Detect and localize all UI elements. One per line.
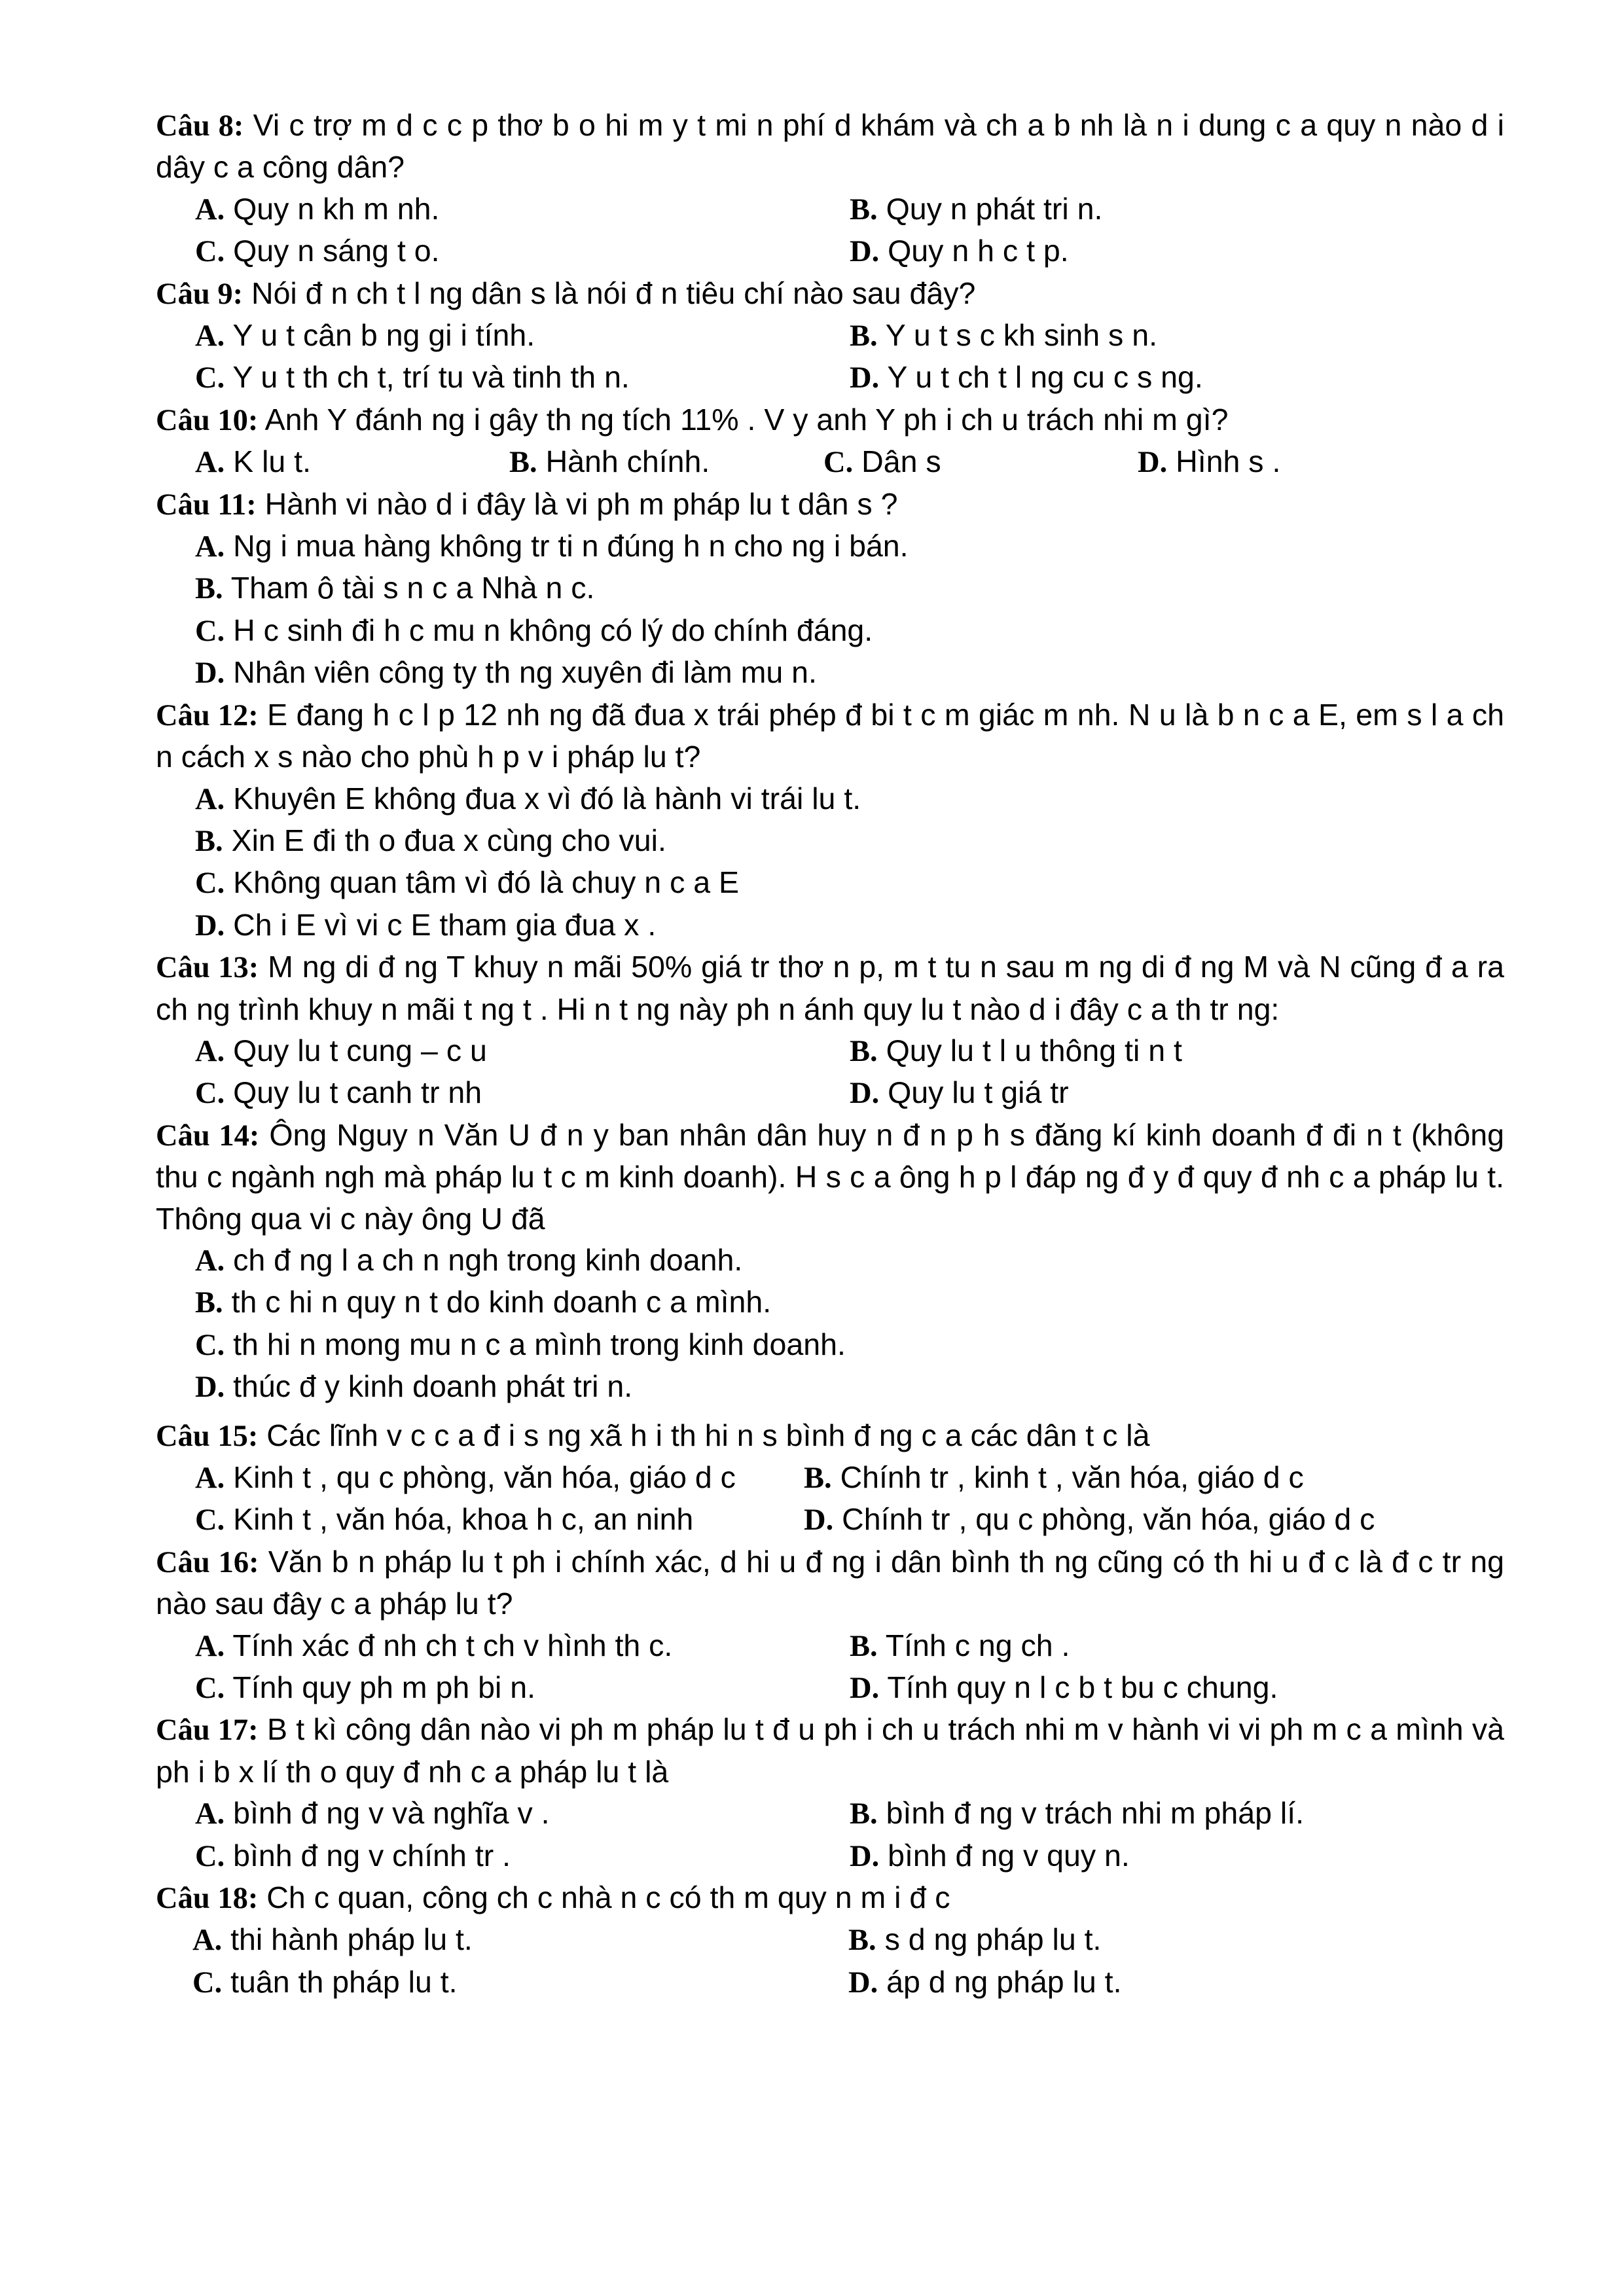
answer-c[interactable] <box>195 1072 850 1114</box>
answer-letter: D. <box>195 1371 225 1405</box>
answer-letter: C. <box>195 1503 225 1537</box>
answer-b[interactable] <box>804 1457 1504 1499</box>
answer-text: Hình s . <box>1176 444 1281 479</box>
answer-text: ch đ ng l a ch n ngh trong kinh doanh. <box>233 1242 743 1277</box>
answer-d[interactable] <box>195 652 1504 694</box>
answer-letter: C. <box>195 1077 225 1111</box>
answer-letter: D. <box>850 235 880 269</box>
question-stem: E đang h c l p 12 nh ng đã đua x trái phép đ bi t c m giác m nh. N u là b n c a E, em s l a ch n cách x s nào cho phù h p v i pháp lu t? <box>156 697 1504 774</box>
answer-a[interactable] <box>195 1030 850 1072</box>
answer-letter: B. <box>195 824 223 858</box>
answer-letter: C. <box>192 1965 223 2000</box>
answer-text: Quy lu t cung – c u <box>233 1033 487 1067</box>
question-number: Câu 10: <box>156 403 259 437</box>
answer-letter: B. <box>850 192 878 226</box>
answer-text: Quy n phát tri n. <box>886 191 1103 226</box>
answer-grid <box>156 441 1504 483</box>
answer-letter: A. <box>192 1924 223 1958</box>
answer-letter: A. <box>195 1462 225 1495</box>
answer-text: Kinh t , văn hóa, khoa h c, an ninh <box>233 1502 694 1537</box>
question-9 <box>156 273 1504 399</box>
question-number: Câu 17: <box>156 1713 259 1748</box>
question-stem-line <box>156 1115 1504 1240</box>
answer-letter: D. <box>850 1839 880 1873</box>
answer-text: thúc đ y kinh doanh phát tri n. <box>233 1369 633 1404</box>
answer-d[interactable] <box>804 1499 1504 1541</box>
answer-letter: D. <box>850 1672 880 1706</box>
answer-text: tuân th pháp lu t. <box>230 1964 458 1999</box>
answer-letter: A. <box>195 192 225 226</box>
answer-grid <box>156 526 1504 694</box>
answer-letter: D. <box>195 656 225 691</box>
answer-b[interactable] <box>195 1282 1504 1323</box>
question-stem-line <box>156 105 1504 188</box>
answer-text: bình đ ng v quy n. <box>888 1838 1130 1873</box>
answer-grid <box>156 778 1504 947</box>
answer-letter: B. <box>509 446 537 480</box>
question-17 <box>156 1709 1504 1877</box>
answer-text: Quy n sáng t o. <box>233 234 440 268</box>
answer-b[interactable] <box>850 315 1504 357</box>
answer-text: Chính tr , qu c phòng, văn hóa, giáo d c <box>842 1502 1375 1537</box>
answer-letter: B. <box>195 572 223 606</box>
answer-grid <box>156 1240 1504 1408</box>
answer-b[interactable] <box>848 1919 1504 1961</box>
answer-a[interactable] <box>195 1625 850 1667</box>
answer-letter: B. <box>848 1924 876 1958</box>
answer-c[interactable] <box>192 1962 848 2003</box>
answer-text: H c sinh đi h c mu n không có lý do chính đáng. <box>233 613 873 647</box>
question-stem: Các lĩnh v c c a đ i s ng xã h i th hi n s bình đ ng c a các dân t c là <box>266 1418 1150 1452</box>
answer-letter: A. <box>195 1629 225 1663</box>
question-10 <box>156 399 1504 484</box>
answer-a[interactable] <box>195 315 850 357</box>
answer-letter: D. <box>1138 446 1168 480</box>
answer-c[interactable] <box>823 441 1138 483</box>
answer-d[interactable] <box>850 357 1504 399</box>
question-stem-line <box>156 1877 1504 1919</box>
answer-d[interactable] <box>1138 441 1504 483</box>
answer-letter: C. <box>195 361 225 395</box>
question-stem-line <box>156 1709 1504 1793</box>
answer-letter: A. <box>195 530 225 564</box>
question-stem: Anh Y đánh ng i gây th ng tích 11% . V y anh Y ph i ch u trách nhi m gì? <box>264 402 1229 437</box>
answer-b[interactable] <box>850 1030 1504 1072</box>
answer-grid <box>156 188 1504 273</box>
answer-b[interactable] <box>195 567 1504 609</box>
question-15 <box>156 1415 1504 1541</box>
question-stem: Ch c quan, công ch c nhà n c có th m quy n m i đ c <box>266 1880 950 1915</box>
answer-letter: B. <box>850 1629 878 1663</box>
answer-c[interactable] <box>195 1499 804 1541</box>
answer-text: Tính xác đ nh ch t ch v hình th c. <box>232 1628 673 1662</box>
question-number: Câu 15: <box>156 1419 259 1453</box>
answer-letter: C. <box>195 1839 225 1873</box>
answer-letter: D. <box>195 908 225 942</box>
answer-text: Tính c ng ch . <box>885 1628 1070 1662</box>
question-number: Câu 16: <box>156 1545 259 1579</box>
answer-c[interactable] <box>195 862 1504 904</box>
question-number: Câu 9: <box>156 277 244 311</box>
answer-letter: C. <box>195 614 225 648</box>
question-stem: Văn b n pháp lu t ph i chính xác, d hi u đ ng i dân bình th ng cũng có th hi u đ c là đ c tr ng nào sau đây c a pháp lu t? <box>156 1544 1504 1621</box>
question-12 <box>156 694 1504 946</box>
question-number: Câu 14: <box>156 1119 260 1153</box>
answer-text: áp d ng pháp lu t. <box>886 1964 1122 1999</box>
answer-text: Y u t cân b ng gi i tính. <box>232 318 535 353</box>
answer-text: Ng i mua hàng không tr ti n đúng h n cho ng i bán. <box>233 529 909 564</box>
answer-text: Dân s <box>861 444 941 479</box>
question-stem: Nói đ n ch t l ng dân s là nói đ n tiêu chí nào sau đây? <box>251 276 976 310</box>
answer-d[interactable] <box>195 905 1504 946</box>
question-8 <box>156 105 1504 273</box>
answer-letter: A. <box>195 1244 225 1278</box>
answer-c[interactable] <box>195 357 850 399</box>
question-stem-line <box>156 946 1504 1030</box>
answer-text: Hành chính. <box>545 444 710 479</box>
exam-page <box>156 105 1504 2003</box>
answer-text: bình đ ng v trách nhi m pháp lí. <box>886 1796 1305 1831</box>
answer-d[interactable] <box>850 1072 1504 1114</box>
answer-b[interactable] <box>850 1625 1504 1667</box>
question-stem: B t kì công dân nào vi ph m pháp lu t đ u ph i ch u trách nhi m v hành vi vi ph m c a mình và ph i b x lí th o quy đ nh c a pháp lu t là <box>156 1712 1504 1789</box>
answer-text: Xin E đi th o đua x cùng cho vui. <box>231 823 666 857</box>
answer-d[interactable] <box>850 230 1504 272</box>
answer-a[interactable] <box>195 526 1504 567</box>
answer-letter: D. <box>804 1503 834 1537</box>
answer-letter: A. <box>195 1034 225 1068</box>
answer-text: Ch i E vì vi c E tham gia đua x . <box>233 907 657 942</box>
question-stem: Vi c trợ m d c c p thơ b o hi m y t mi n phí d khám và ch a b nh là n i dung c a quy n nào d i dây c a công dân? <box>156 108 1504 185</box>
question-13 <box>156 946 1504 1115</box>
answer-text: s d ng pháp lu t. <box>884 1922 1102 1957</box>
answer-grid <box>156 1030 1504 1115</box>
answer-letter: C. <box>195 1672 225 1706</box>
answer-letter: A. <box>195 446 225 480</box>
answer-text: th hi n mong mu n c a mình trong kinh doanh. <box>233 1327 846 1361</box>
answer-text: Y u t th ch t, trí tu và tinh th n. <box>232 360 630 395</box>
answer-d[interactable] <box>850 1667 1504 1709</box>
answer-letter: C. <box>823 446 854 480</box>
answer-grid <box>156 1625 1504 1710</box>
answer-text: Khuyên E không đua x vì đó là hành vi trái lu t. <box>233 781 861 816</box>
answer-letter: C. <box>195 1328 225 1362</box>
answer-text: Nhân viên công ty th ng xuyên đi làm mu n. <box>233 655 817 690</box>
answer-d[interactable] <box>195 1366 1504 1408</box>
answer-text: bình đ ng v và nghĩa v . <box>233 1796 550 1831</box>
answer-b[interactable] <box>509 441 823 483</box>
question-number: Câu 8: <box>156 109 244 143</box>
answer-text: Quy lu t giá tr <box>888 1075 1069 1110</box>
answer-a[interactable] <box>195 188 850 230</box>
answer-grid <box>156 315 1504 399</box>
question-stem-line <box>156 484 1504 526</box>
answer-c[interactable] <box>195 230 850 272</box>
answer-text: Tính quy n l c b t bu c chung. <box>887 1670 1278 1705</box>
answer-letter: B. <box>850 1034 878 1068</box>
answer-letter: D. <box>850 361 880 395</box>
answer-a[interactable] <box>195 1457 804 1499</box>
answer-grid <box>156 1919 1504 2003</box>
answer-a[interactable] <box>195 778 1504 820</box>
answer-text: Quy lu t l u thông ti n t <box>886 1033 1182 1067</box>
question-16 <box>156 1541 1504 1710</box>
answer-letter: B. <box>804 1462 832 1495</box>
answer-text: Quy lu t canh tr nh <box>233 1075 482 1110</box>
answer-a[interactable] <box>195 441 509 483</box>
answer-letter: C. <box>195 235 225 269</box>
question-stem-line <box>156 694 1504 778</box>
question-14 <box>156 1115 1504 1408</box>
answer-text: K lu t. <box>233 444 312 479</box>
question-stem: M ng di đ ng T khuy n mãi 50% giá tr thơ n p, m t tu n sau m ng di đ ng M và N cũng đ a ra ch ng trình khuy n mãi t ng t . Hi n t ng này ph n ánh quy lu t nào d i đây c a th tr ng: <box>156 950 1504 1026</box>
answer-c[interactable] <box>195 1667 850 1709</box>
answer-letter: B. <box>195 1286 223 1320</box>
answer-c[interactable] <box>195 1835 850 1877</box>
question-stem-line <box>156 1415 1504 1457</box>
answer-text: thi hành pháp lu t. <box>230 1922 473 1957</box>
answer-d[interactable] <box>848 1962 1504 2003</box>
answer-text: Quy n h c t p. <box>888 234 1069 268</box>
answer-text: th c hi n quy n t do kinh doanh c a mình. <box>231 1285 772 1319</box>
answer-letter: A. <box>195 1797 225 1831</box>
answer-text: Chính tr , kinh t , văn hóa, giáo d c <box>840 1460 1304 1494</box>
question-stem: Hành vi nào d i đây là vi ph m pháp lu t dân s ? <box>264 486 898 521</box>
answer-letter: C. <box>195 867 225 901</box>
question-18 <box>156 1877 1504 2003</box>
answer-grid <box>156 1457 1504 1541</box>
answer-text: Quy n kh m nh. <box>233 191 440 226</box>
answer-text: Y u t s c kh sinh s n. <box>885 318 1157 353</box>
answer-d[interactable] <box>850 1835 1504 1877</box>
answer-b[interactable] <box>850 188 1504 230</box>
answer-text: Tính quy ph m ph bi n. <box>232 1670 535 1705</box>
answer-c[interactable] <box>195 1324 1504 1366</box>
question-stem-line <box>156 273 1504 315</box>
question-stem-line <box>156 399 1504 441</box>
question-11 <box>156 484 1504 694</box>
answer-letter: B. <box>850 1797 878 1831</box>
answer-grid <box>156 1793 1504 1877</box>
answer-b[interactable] <box>850 1793 1504 1835</box>
answer-a[interactable] <box>195 1793 850 1835</box>
answer-letter: A. <box>195 319 225 353</box>
question-stem-line <box>156 1541 1504 1625</box>
answer-text: Không quan tâm vì đó là chuy n c a E <box>233 865 740 900</box>
answer-text: Tham ô tài s n c a Nhà n c. <box>230 571 595 605</box>
answer-a[interactable] <box>192 1919 848 1961</box>
answer-c[interactable] <box>195 610 1504 652</box>
question-number: Câu 13: <box>156 951 259 985</box>
answer-text: Y u t ch t l ng cu c s ng. <box>887 360 1203 395</box>
answer-letter: B. <box>850 319 878 353</box>
question-number: Câu 11: <box>156 488 257 522</box>
answer-text: Kinh t , qu c phòng, văn hóa, giáo d c <box>233 1460 736 1494</box>
question-number: Câu 18: <box>156 1882 259 1916</box>
question-number: Câu 12: <box>156 698 259 732</box>
answer-a[interactable] <box>195 1240 1504 1282</box>
answer-text: bình đ ng v chính tr . <box>233 1838 511 1873</box>
answer-letter: D. <box>850 1077 880 1111</box>
answer-b[interactable] <box>195 820 1504 862</box>
answer-letter: A. <box>195 782 225 816</box>
question-stem: Ông Nguy n Văn U đ n y ban nhân dân huy n đ n p h s đăng kí kinh doanh đ đi n t (không thu c ngành ngh mà pháp lu t c m kinh doanh). H s c a ông h p l đáp ng đ y đ quy đ nh c a pháp lu t. Thông qua vi c này ông U đã <box>156 1117 1504 1236</box>
answer-letter: D. <box>848 1965 878 2000</box>
